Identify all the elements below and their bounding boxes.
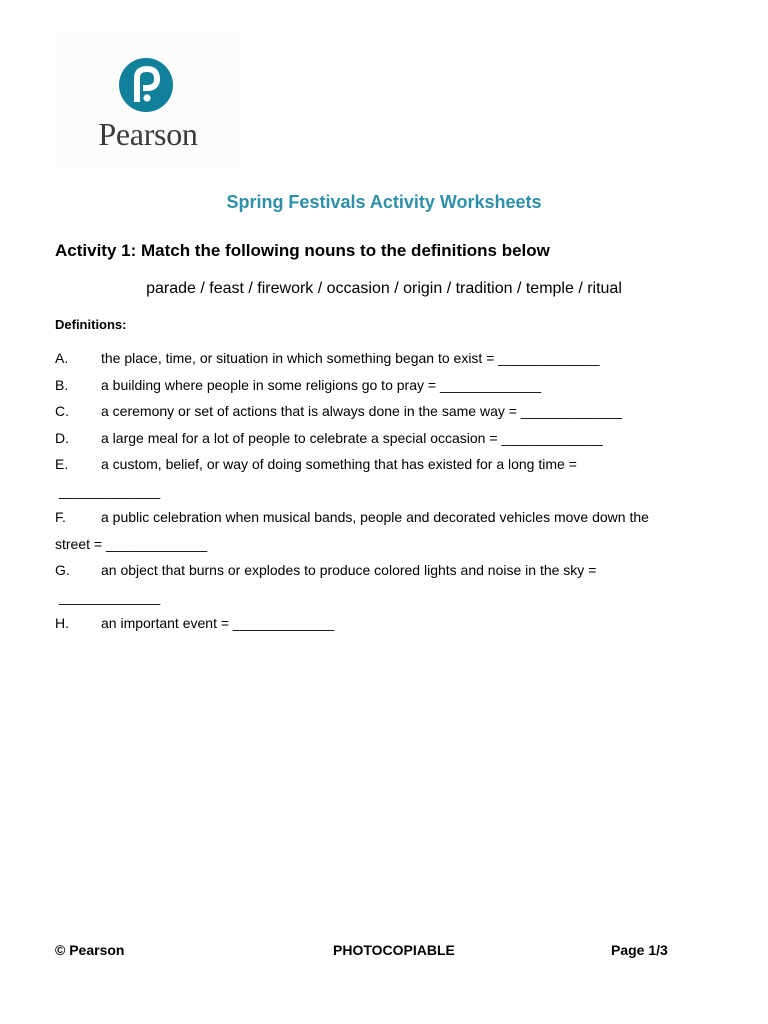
definition-text: a building where people in some religions go to pray = xyxy=(101,377,440,393)
definition-letter: C. xyxy=(55,403,69,419)
definition-letter: D. xyxy=(55,430,69,446)
definition-item xyxy=(55,403,622,419)
definition-item xyxy=(55,615,334,631)
definition-text: an object that burns or explodes to produce colored lights and noise in the sky = xyxy=(101,562,597,578)
definition-letter: E. xyxy=(55,456,69,472)
definition-text: street = xyxy=(55,536,106,552)
pearson-p-logo-icon xyxy=(119,58,173,112)
definition-text: a large meal for a lot of people to celebrate a special occasion = xyxy=(101,430,502,446)
definition-text: a custom, belief, or way of doing something that has existed for a long time = xyxy=(101,456,577,472)
activity-heading: Activity 1: Match the following nouns to the definitions below xyxy=(55,241,550,260)
definition-item xyxy=(55,562,596,578)
definition-text: a ceremony or set of actions that is always done in the same way = xyxy=(101,403,521,419)
definition-letter: F. xyxy=(55,509,66,525)
footer-copyright: © Pearson xyxy=(55,942,125,958)
definition-letter: G. xyxy=(55,562,70,578)
answer-blank[interactable]: _____________ xyxy=(105,536,208,552)
definition-letter: A. xyxy=(55,350,69,366)
definition-item xyxy=(55,430,603,446)
answer-blank[interactable]: _____________ xyxy=(232,615,335,631)
definition-item xyxy=(55,350,600,366)
definition-item xyxy=(55,509,649,525)
definition-letter: B. xyxy=(55,377,69,393)
footer-page-number: Page 1/3 xyxy=(611,942,668,958)
definition-letter: H. xyxy=(55,615,69,631)
definition-text: an important event = xyxy=(101,615,233,631)
answer-blank[interactable]: _____________ xyxy=(59,589,161,605)
definitions-label: Definitions: xyxy=(55,317,127,332)
answer-blank[interactable]: _____________ xyxy=(520,403,623,419)
definition-text: the place, time, or situation in which something began to exist = xyxy=(101,350,499,366)
answer-blank[interactable]: _____________ xyxy=(501,430,603,446)
answer-blank[interactable]: _____________ xyxy=(498,350,600,366)
definition-item xyxy=(55,456,577,472)
definition-text: a public celebration when musical bands, people and decorated vehicles move down the xyxy=(101,509,649,525)
pearson-logo xyxy=(56,32,240,168)
pearson-wordmark: Pearson xyxy=(98,116,198,152)
answer-blank[interactable]: _____________ xyxy=(59,483,161,499)
word-bank: parade / feast / firework / occasion / origin / tradition / temple / ritual xyxy=(146,280,622,297)
footer-photocopiable: PHOTOCOPIABLE xyxy=(333,942,455,958)
definition-item xyxy=(55,377,541,393)
definition-continuation xyxy=(55,536,207,552)
worksheet-title: Spring Festivals Activity Worksheets xyxy=(226,192,542,212)
answer-blank[interactable]: _____________ xyxy=(439,377,542,393)
